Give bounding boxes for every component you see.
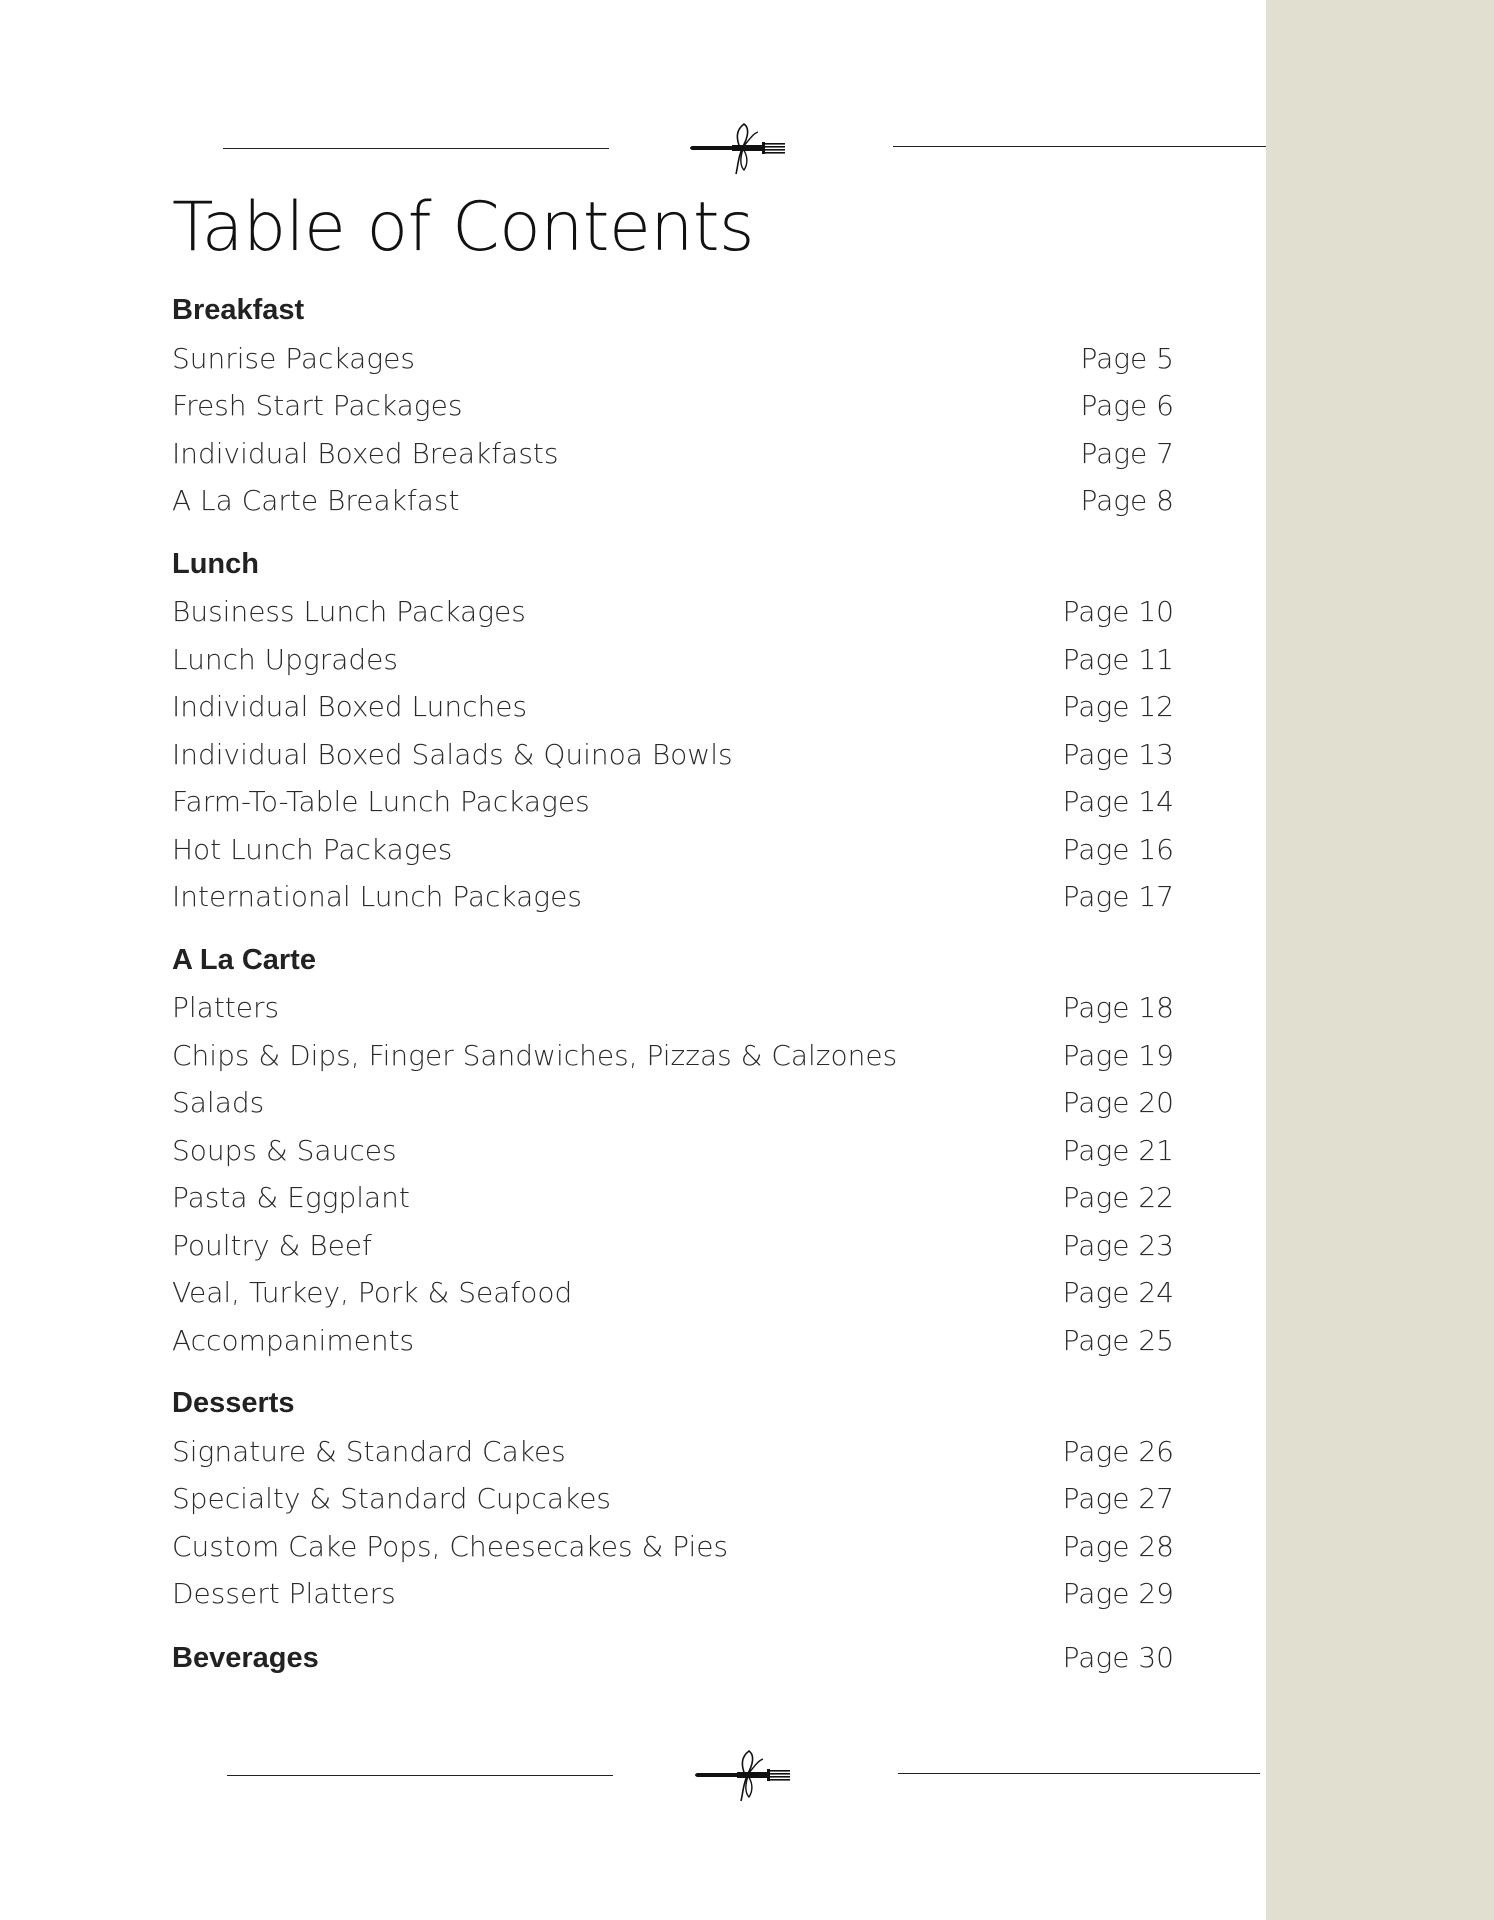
toc-item-label: Hot Lunch Packages xyxy=(172,832,453,866)
toc-item-page: Page 27 xyxy=(1062,1482,1174,1515)
toc-row xyxy=(172,1127,1174,1175)
section-heading-page: Page 30 xyxy=(1062,1640,1174,1674)
toc-row xyxy=(172,1475,1174,1523)
toc-item-label: Business Lunch Packages xyxy=(172,595,526,628)
toc-row xyxy=(172,1317,1174,1365)
toc-row xyxy=(172,1523,1174,1571)
toc-item-label: Individual Boxed Lunches xyxy=(172,690,528,723)
toc-item-label: Chips & Dips, Finger Sandwiches, Pizzas & Calzones xyxy=(172,1038,898,1072)
section-heading-row xyxy=(172,937,1174,985)
toc-item-page: Page 7 xyxy=(1080,436,1174,470)
toc-row xyxy=(172,1222,1174,1270)
table-of-contents xyxy=(172,287,1174,1697)
fork-ribbon-icon xyxy=(688,118,798,178)
toc-item-label: International Lunch Packages xyxy=(172,880,582,913)
toc-item-page: Page 21 xyxy=(1062,1133,1174,1167)
bottom-ornament xyxy=(0,1743,1266,1803)
toc-section-breakfast xyxy=(172,287,1174,525)
toc-item-label: Platters xyxy=(172,991,280,1024)
toc-row xyxy=(172,1032,1174,1080)
toc-item-page: Page 19 xyxy=(1062,1038,1174,1072)
fork-ribbon-icon xyxy=(693,1745,803,1805)
toc-item-page: Page 10 xyxy=(1062,595,1174,628)
section-heading: A La Carte xyxy=(172,943,316,976)
toc-item-label: Sunrise Packages xyxy=(172,341,415,375)
toc-item-page: Page 17 xyxy=(1062,880,1174,913)
toc-item-label: Individual Boxed Breakfasts xyxy=(172,436,559,470)
toc-row xyxy=(172,1269,1174,1317)
bottom-left-rule xyxy=(227,1775,613,1776)
toc-item-label: Soups & Sauces xyxy=(172,1133,397,1167)
toc-row xyxy=(172,873,1174,921)
toc-row xyxy=(172,382,1174,430)
toc-item-page: Page 5 xyxy=(1080,341,1174,375)
toc-item-page: Page 12 xyxy=(1062,690,1174,723)
toc-section-lunch xyxy=(172,541,1174,921)
toc-item-label: Pasta & Eggplant xyxy=(172,1181,410,1214)
toc-item-label: Custom Cake Pops, Cheesecakes & Pies xyxy=(172,1529,729,1563)
section-heading: Desserts xyxy=(172,1387,295,1419)
toc-row xyxy=(172,1570,1174,1618)
toc-row xyxy=(172,1079,1174,1127)
toc-item-label: Fresh Start Packages xyxy=(172,389,463,422)
toc-row xyxy=(172,683,1174,731)
section-heading-row xyxy=(172,541,1174,589)
toc-item-page: Page 13 xyxy=(1062,737,1174,771)
section-heading: Breakfast xyxy=(172,294,305,326)
toc-row xyxy=(172,826,1174,874)
toc-item-label: Specialty & Standard Cupcakes xyxy=(172,1482,612,1515)
section-heading-row xyxy=(172,1380,1174,1428)
top-ornament xyxy=(0,118,1266,178)
toc-row xyxy=(172,636,1174,684)
section-heading: Beverages xyxy=(172,1641,319,1674)
toc-item-label: Veal, Turkey, Pork & Seafood xyxy=(172,1276,573,1309)
toc-item-page: Page 22 xyxy=(1062,1181,1174,1214)
toc-item-page: Page 28 xyxy=(1062,1529,1174,1563)
toc-section-desserts xyxy=(172,1380,1174,1618)
toc-item-label: Salads xyxy=(172,1086,265,1119)
toc-item-page: Page 18 xyxy=(1062,991,1174,1024)
toc-item-label: Farm-To-Table Lunch Packages xyxy=(172,785,590,818)
toc-row xyxy=(172,477,1174,525)
section-heading-row xyxy=(172,287,1174,335)
toc-item-page: Page 29 xyxy=(1062,1577,1174,1610)
toc-row xyxy=(172,588,1174,636)
toc-section-a-la-carte xyxy=(172,937,1174,1365)
top-left-rule xyxy=(223,148,609,149)
toc-item-page: Page 14 xyxy=(1062,785,1174,818)
toc-item-page: Page 8 xyxy=(1080,484,1174,517)
toc-row xyxy=(172,1428,1174,1476)
toc-row xyxy=(172,335,1174,383)
toc-item-label: Signature & Standard Cakes xyxy=(172,1434,566,1468)
toc-item-page: Page 20 xyxy=(1062,1086,1174,1119)
side-color-band xyxy=(1266,0,1494,1920)
toc-row xyxy=(172,778,1174,826)
toc-item-page: Page 6 xyxy=(1080,389,1174,422)
toc-item-label: Accompaniments xyxy=(172,1323,415,1357)
toc-item-label: Lunch Upgrades xyxy=(172,642,398,676)
toc-row xyxy=(172,430,1174,478)
toc-item-page: Page 26 xyxy=(1062,1434,1174,1468)
toc-row xyxy=(172,1174,1174,1222)
toc-item-page: Page 23 xyxy=(1062,1228,1174,1262)
toc-item-label: Dessert Platters xyxy=(172,1577,396,1610)
toc-item-page: Page 11 xyxy=(1062,642,1174,676)
section-heading-row xyxy=(172,1634,1174,1682)
section-heading: Lunch xyxy=(172,547,259,580)
top-right-rule xyxy=(893,146,1266,147)
toc-item-label: A La Carte Breakfast xyxy=(172,484,460,517)
toc-row xyxy=(172,984,1174,1032)
toc-item-page: Page 25 xyxy=(1062,1323,1174,1357)
toc-row xyxy=(172,731,1174,779)
bottom-right-rule xyxy=(898,1773,1260,1774)
toc-item-label: Poultry & Beef xyxy=(172,1228,372,1262)
toc-section-beverages xyxy=(172,1634,1174,1682)
page-title: Table of Contents xyxy=(172,188,754,267)
toc-item-page: Page 16 xyxy=(1062,832,1174,866)
toc-item-label: Individual Boxed Salads & Quinoa Bowls xyxy=(172,737,733,771)
toc-item-page: Page 24 xyxy=(1062,1276,1174,1309)
